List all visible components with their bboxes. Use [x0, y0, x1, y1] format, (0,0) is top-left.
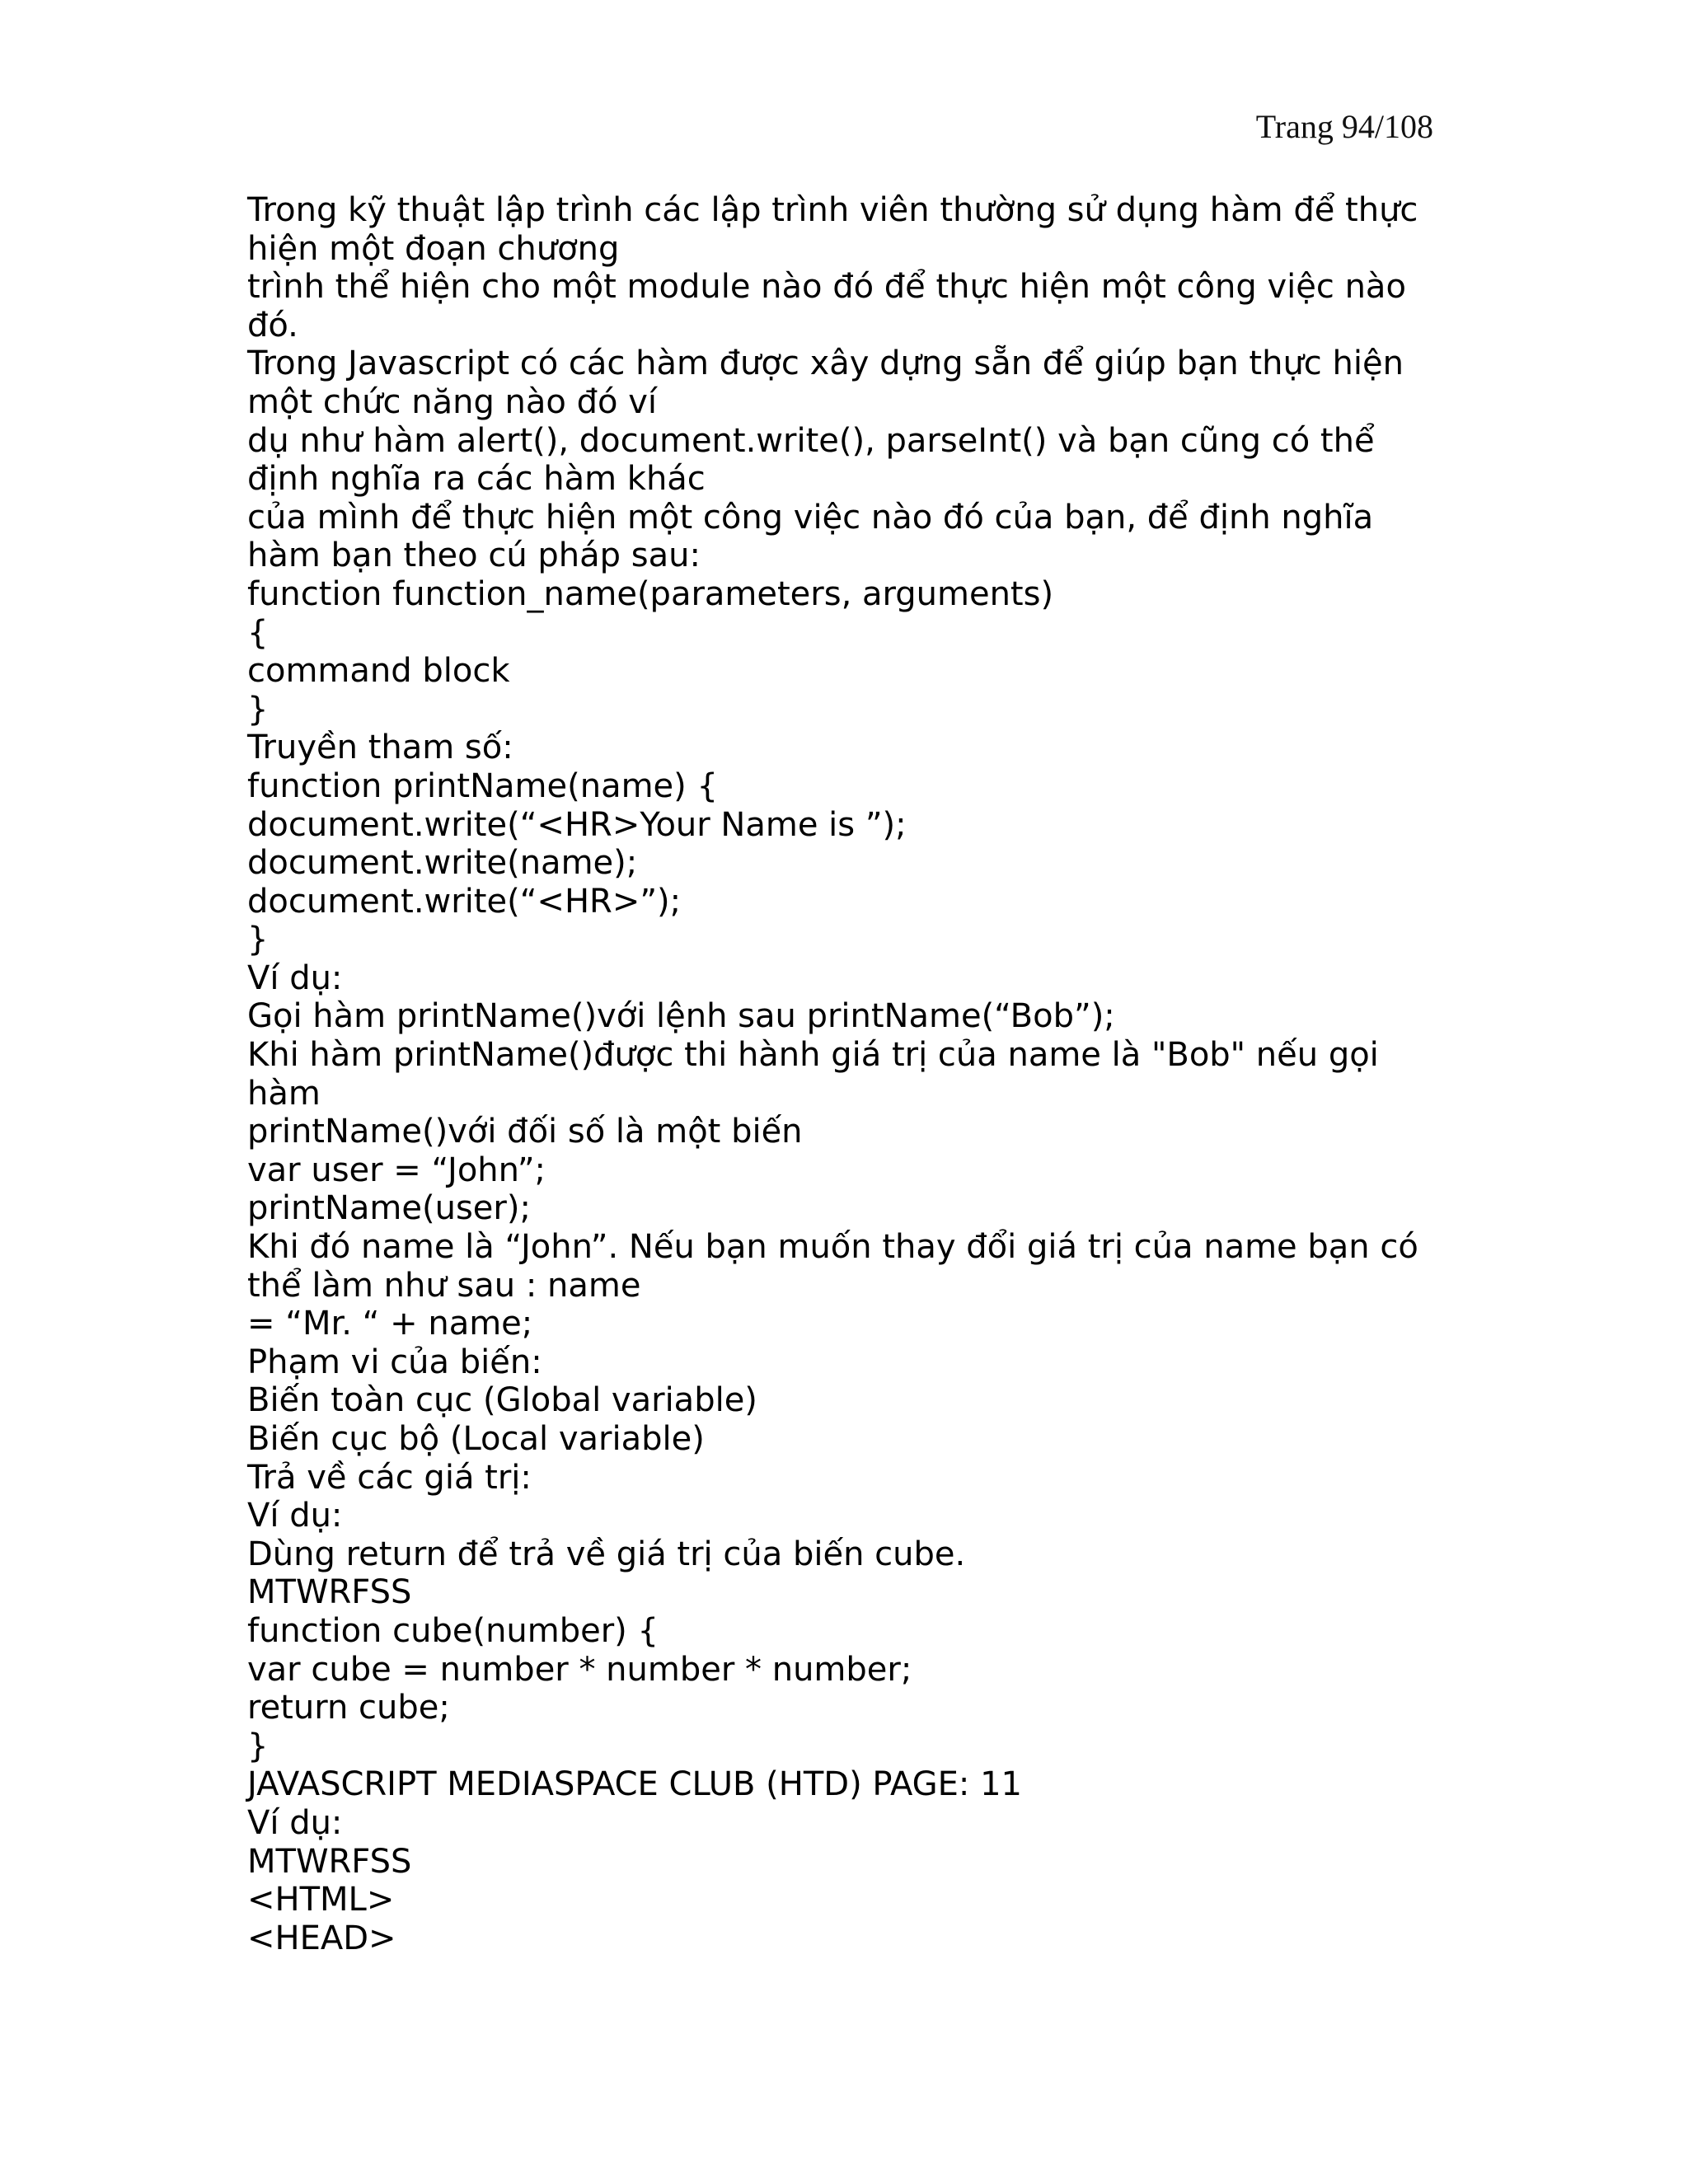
code-line: var user = “John”;: [247, 1151, 546, 1189]
code-line: function function_name(parameters, arguments): [247, 574, 1054, 613]
text-line: hàm bạn theo cú pháp sau:: [247, 537, 701, 575]
text-line: Biến toàn cục (Global variable): [247, 1381, 757, 1420]
text-line: Trong Javascript có các hàm được xây dựng sẵn để giúp bạn thực hiện: [247, 344, 1404, 383]
code-line: function printName(name) {: [247, 766, 718, 805]
code-line: = “Mr. “ + name;: [247, 1305, 533, 1343]
code-line: printName(user);: [247, 1189, 531, 1228]
code-line: function cube(number) {: [247, 1611, 659, 1650]
text-line: hiện một đoạn chương: [247, 229, 620, 268]
code-line: <HEAD>: [247, 1919, 396, 1957]
text-line: Trong kỹ thuật lập trình các lập trình viên thường sử dụng hàm để thực: [247, 191, 1418, 229]
section-heading: Trả về các giá trị:: [247, 1458, 532, 1497]
code-line: document.write(“<HR>Your Name is ”);: [247, 805, 907, 844]
section-heading: Ví dụ:: [247, 1803, 343, 1842]
text-line: Khi đó name là “John”. Nếu bạn muốn thay đổi giá trị của name bạn có: [247, 1228, 1418, 1267]
code-line: }: [247, 1727, 269, 1765]
text-line: Dùng return để trả về giá trị của biến cube.: [247, 1535, 966, 1573]
code-line: }: [247, 921, 269, 959]
text-line: Khi hàm printName()được thi hành giá trị của name là "Bob" nếu gọi: [247, 1036, 1379, 1075]
code-line: return cube;: [247, 1689, 450, 1727]
text-line: đó.: [247, 306, 298, 344]
text-line: MTWRFSS: [247, 1573, 412, 1612]
text-line: dụ như hàm alert(), document.write(), parseInt() và bạn cũng có thể: [247, 421, 1375, 460]
section-heading: Phạm vi của biến:: [247, 1343, 542, 1381]
code-line: }: [247, 690, 269, 729]
text-line: trình thể hiện cho một module nào đó để thực hiện một công việc nào: [247, 268, 1406, 307]
text-line: một chức năng nào đó ví: [247, 382, 657, 421]
code-line: document.write(name);: [247, 844, 638, 883]
code-line: {: [247, 613, 269, 652]
page-number: Trang 94/108: [1255, 108, 1433, 145]
code-line: var cube = number * number * number;: [247, 1650, 912, 1689]
code-line: command block: [247, 652, 510, 691]
document-body: [247, 191, 1434, 1957]
text-line: Biến cục bộ (Local variable): [247, 1420, 705, 1458]
text-line: thể làm như sau : name: [247, 1266, 641, 1305]
section-heading: Truyền tham số:: [247, 729, 513, 767]
code-line: document.write(“<HR>”);: [247, 882, 682, 921]
text-line: MTWRFSS: [247, 1842, 412, 1881]
text-line: của mình để thực hiện một công việc nào đó của bạn, để định nghĩa: [247, 498, 1374, 537]
text-line: Gọi hàm printName()với lệnh sau printName(“Bob”);: [247, 997, 1115, 1036]
running-footer-text: JAVASCRIPT MEDIASPACE CLUB (HTD) PAGE: 11: [247, 1765, 1022, 1804]
text-line: printName()với đối số là một biến: [247, 1113, 803, 1151]
section-heading: Ví dụ:: [247, 958, 343, 997]
section-heading: Ví dụ:: [247, 1497, 343, 1535]
text-line: hàm: [247, 1074, 321, 1113]
code-line: <HTML>: [247, 1881, 395, 1919]
text-line: định nghĩa ra các hàm khác: [247, 460, 706, 499]
